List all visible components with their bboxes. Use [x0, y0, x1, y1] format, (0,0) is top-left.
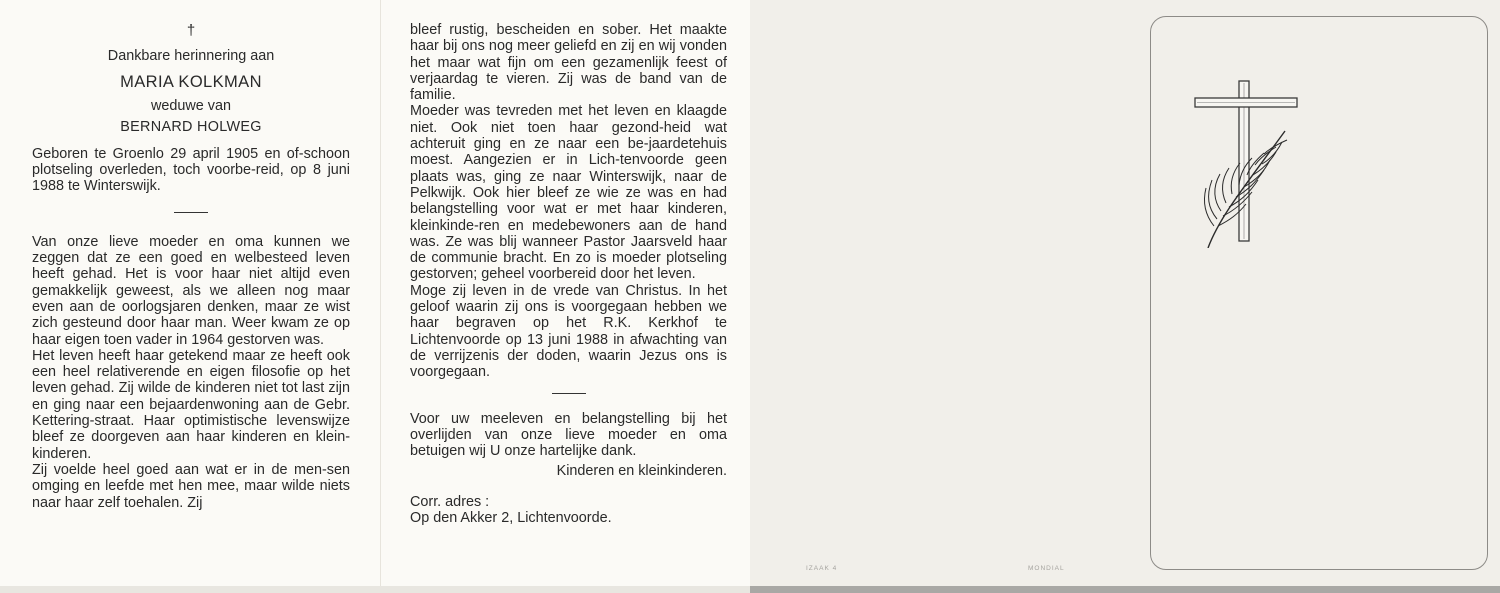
intro-text: Dankbare herinnering aan [107, 48, 275, 64]
birth-death-text: Geboren te Groenlo 29 april 1905 en of-schoon plotseling overleden, toch voorbe-reid, op 8 juni 1988 te Winterswijk. [32, 145, 350, 195]
biography-paragraph-4: bleef rustig, bescheiden en sober. Het maakte haar bij ons nog meer geliefd en zij en wij vonden het maar wat fijn om een gezamenlijk feest of verjaardag te vieren. Zij was de band van de familie. [410, 22, 727, 104]
printer-code: IZAAK 4 [806, 565, 838, 572]
biography-paragraph-6: Moge zij leven in de vrede van Christus. In het geloof waarin zij ons is voorgegaan hebben we haar begraven op het R.K. Kerkhof te Lichtenvoorde op 13 juni 1988 in afwachting van de verrijzenis der doden, waarin Jezus ons is voorgegaan. [410, 282, 727, 381]
biography-paragraph-5: Moeder was tevreden met het leven en klaagde niet. Ook niet toen haar gezond-heid wat achteruit ging en ze naar een be-jaardetehuis moest. Aangezien er in Lich-tenvoorde geen plaats was, ging ze naar Winterswijk, naar de Pelkwijk. Ook hier bleef ze wie ze was en had belangstelling voor wat er met haar kinderen, kleinkinde-ren en medebewoners aan de hand was. Ze was blij wanneer Pastor Jaarsveld haar de communie bracht. En zo is moeder plotseling gestorven; geheel voorbereid door het leven. [410, 103, 727, 283]
widow-of-text: weduwe van [151, 98, 231, 115]
husband-name: BERNARD HOLWEG [120, 118, 262, 135]
bottom-edge-right [750, 586, 1500, 593]
biography-paragraph-2: Het leven heeft haar getekend maar ze heeft ook een heel relativerende en eigen filosofie op het leven gehad. Zij wilde de kinderen niet tot last zijn en ging naar een bejaardenwoning aan de Gebr. Kettering-straat. Haar optimistische levenswijze bleef ze doorgeven aan haar kinderen en klein-kinderen. [32, 347, 350, 462]
divider-line [552, 393, 586, 394]
thanks-text: Voor uw meeleven en belangstelling bij het overlijden van onze lieve moeder en oma betuigen wij U onze hartelijke dank. [410, 410, 727, 460]
divider-line [174, 212, 208, 213]
deceased-name: MARIA KOLKMAN [120, 73, 262, 92]
signature-text: Kinderen en kleinkinderen. [556, 463, 727, 480]
center-fold [380, 0, 381, 586]
correspondence-address: Op den Akker 2, Lichtenvoorde. [410, 510, 612, 527]
left-column [32, 22, 350, 511]
cross-symbol: † [186, 22, 196, 39]
right-column [410, 22, 727, 526]
bottom-edge-left [0, 586, 750, 593]
printer-name: MONDIAL [1028, 565, 1065, 572]
cross-with-palm-icon [1190, 76, 1302, 248]
biography-paragraph-3: Zij voelde heel goed aan wat er in de men-sen omging en leefde met hen mee, maar wilde niets naar haar zelf toehalen. Zij [32, 461, 350, 511]
biography-paragraph-1: Van onze lieve moeder en oma kunnen we zeggen dat ze een goed en welbesteed leven heeft gehad. Het is voor haar niet altijd even gemakkelijk geweest, als we alleen nog maar even aan de oorlogsjaren denken, maar ze wist zich gesteund door haar man. Weer kwam ze op haar eigen toen vader in 1964 gestorven was. [32, 233, 350, 348]
correspondence-label: Corr. adres : [410, 493, 490, 510]
